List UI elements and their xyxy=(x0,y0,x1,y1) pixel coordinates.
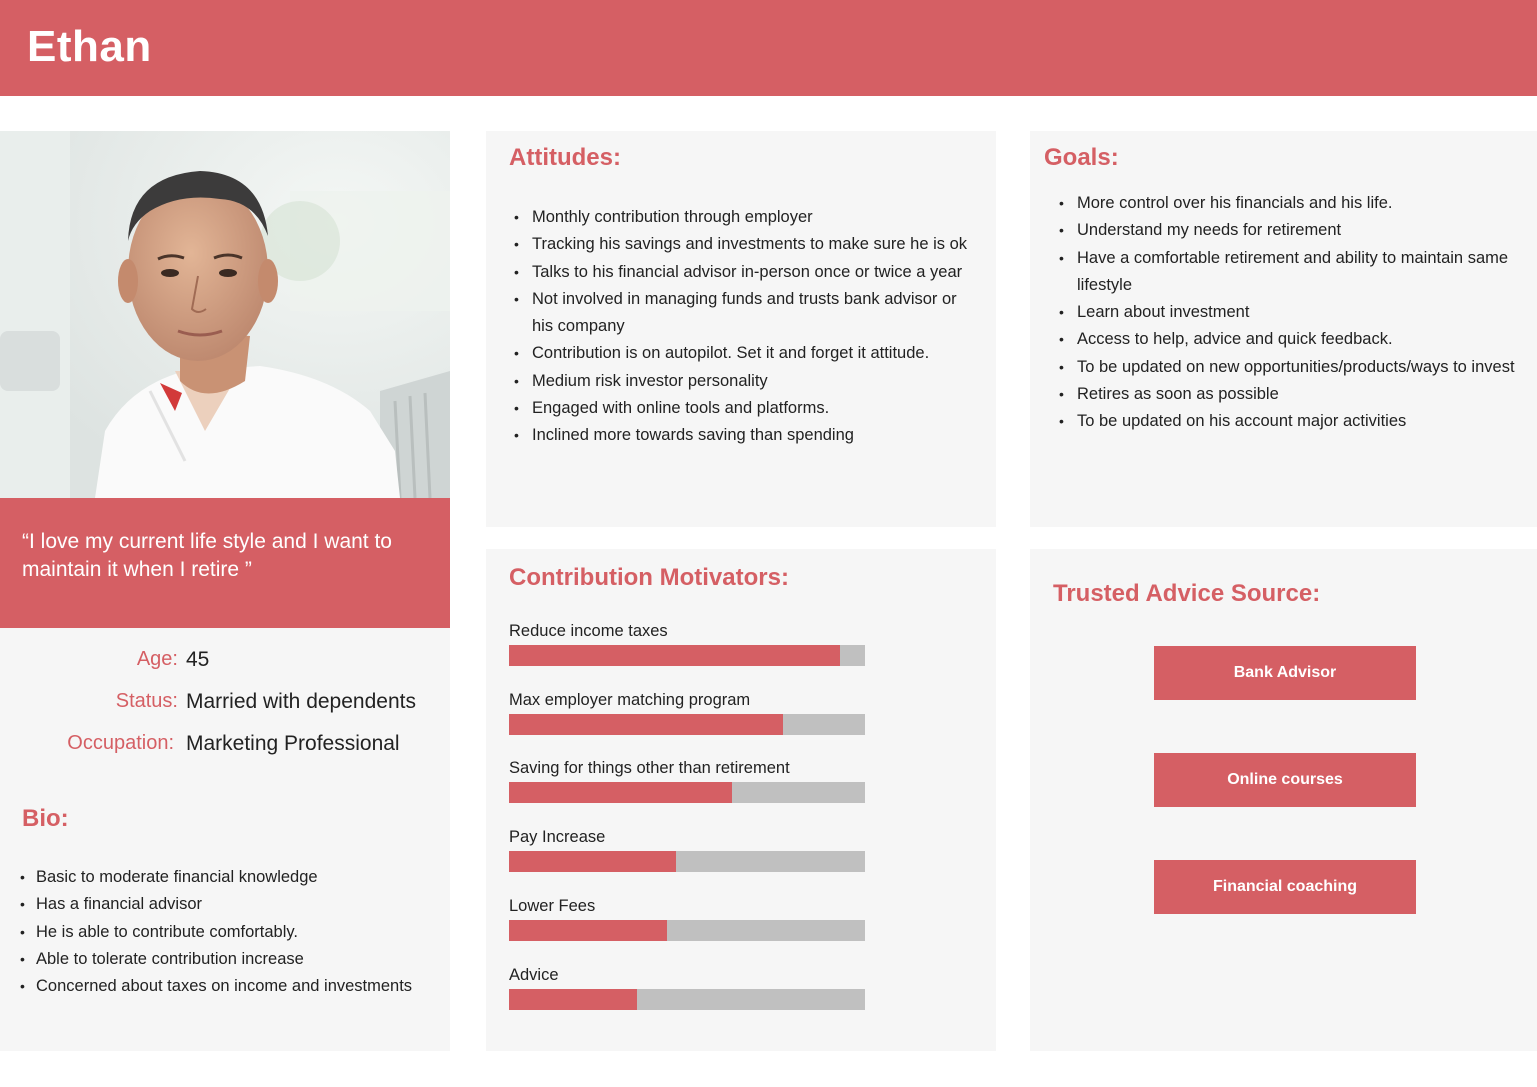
motivator-bar-track xyxy=(509,920,865,941)
attitudes-list xyxy=(508,204,978,450)
motivator-bar-fill xyxy=(509,920,667,941)
motivator-label: Reduce income taxes xyxy=(509,622,668,640)
list-item: • Talks to his financial advisor in-person once or twice a year xyxy=(508,259,978,286)
bio-title: Bio: xyxy=(22,805,69,832)
list-item: • Able to tolerate contribution increase xyxy=(20,946,445,973)
goals-list xyxy=(1053,190,1523,436)
trusted-advice-panel xyxy=(1030,549,1537,1051)
list-item: • Have a comfortable retirement and ability to maintain same lifestyle xyxy=(1053,245,1523,300)
list-item: • Has a financial advisor xyxy=(20,891,445,918)
motivator-bar-track xyxy=(509,645,865,666)
list-item: • To be updated on his account major activities xyxy=(1053,408,1523,435)
info-label: Status: xyxy=(115,690,178,712)
list-item: • More control over his financials and his life. xyxy=(1053,190,1523,217)
list-item: • Basic to moderate financial knowledge xyxy=(20,864,445,891)
motivator-bar-track xyxy=(509,782,865,803)
info-row-status xyxy=(0,690,450,720)
motivator-label: Lower Fees xyxy=(509,897,596,915)
list-item: • Retires as soon as possible xyxy=(1053,381,1523,408)
motivator-bar-track xyxy=(509,714,865,735)
bio-list xyxy=(20,864,445,1000)
list-item: • Engaged with online tools and platforms. xyxy=(508,395,978,422)
list-item: • To be updated on new opportunities/products/ways to invest xyxy=(1053,354,1523,381)
attitudes-title: Attitudes: xyxy=(509,144,621,171)
motivator-label: Saving for things other than retirement xyxy=(509,759,790,777)
list-item: • Concerned about taxes on income and investments xyxy=(20,973,445,1000)
list-item: • He is able to contribute comfortably. xyxy=(20,919,445,946)
motivator-bar-fill xyxy=(509,782,732,803)
list-item: • Understand my needs for retirement xyxy=(1053,217,1523,244)
persona-name: Ethan xyxy=(27,22,152,71)
list-item: • Access to help, advice and quick feedback. xyxy=(1053,326,1523,353)
info-row-age xyxy=(0,648,450,678)
trusted-advice-title: Trusted Advice Source: xyxy=(1053,580,1321,607)
list-item: • Medium risk investor personality xyxy=(508,368,978,395)
motivator-row xyxy=(509,963,865,1010)
motivator-row xyxy=(509,688,865,735)
list-item: • Monthly contribution through employer xyxy=(508,204,978,231)
motivators-title: Contribution Motivators: xyxy=(509,564,789,591)
motivator-label: Pay Increase xyxy=(509,828,606,846)
attitudes-panel xyxy=(486,131,996,527)
source-financial-coaching: Financial coaching xyxy=(1154,860,1416,914)
motivator-bar-fill xyxy=(509,989,637,1010)
motivator-label: Max employer matching program xyxy=(509,691,751,709)
list-item: • Contribution is on autopilot. Set it and forget it attitude. xyxy=(508,340,978,367)
motivator-row xyxy=(509,894,865,941)
motivator-row xyxy=(509,756,865,803)
goals-title: Goals: xyxy=(1044,144,1119,171)
info-row-occupation xyxy=(0,732,450,762)
motivator-bar-fill xyxy=(509,851,676,872)
motivator-row xyxy=(509,619,865,666)
portrait-photo xyxy=(0,131,450,498)
list-item: • Tracking his savings and investments to make sure he is ok xyxy=(508,231,978,258)
goals-panel xyxy=(1030,131,1537,527)
persona-quote-box xyxy=(0,498,450,628)
list-item: • Not involved in managing funds and trusts bank advisor or his company xyxy=(508,286,978,341)
list-item: • Inclined more towards saving than spending xyxy=(508,422,978,449)
persona-quote: “I love my current life style and I want to maintain it when I retire ” xyxy=(22,530,392,581)
info-label: Age: xyxy=(136,648,178,670)
list-item: • Learn about investment xyxy=(1053,299,1523,326)
motivator-bar-track xyxy=(509,989,865,1010)
persona-profile-panel xyxy=(0,131,450,1051)
portrait-photo-icon xyxy=(0,131,450,498)
info-value: Marketing Professional xyxy=(186,732,400,755)
motivator-bar-fill xyxy=(509,714,783,735)
source-online-courses: Online courses xyxy=(1154,753,1416,807)
info-value: 45 xyxy=(186,648,210,671)
motivators-panel xyxy=(486,549,996,1051)
motivator-label: Advice xyxy=(509,966,559,984)
motivator-bar-track xyxy=(509,851,865,872)
info-label: Occupation: xyxy=(67,732,174,754)
source-bank-advisor: Bank Advisor xyxy=(1154,646,1416,700)
header-bar xyxy=(0,0,1537,96)
motivator-row xyxy=(509,825,865,872)
info-value: Married with dependents xyxy=(186,690,416,713)
motivator-bar-fill xyxy=(509,645,840,666)
